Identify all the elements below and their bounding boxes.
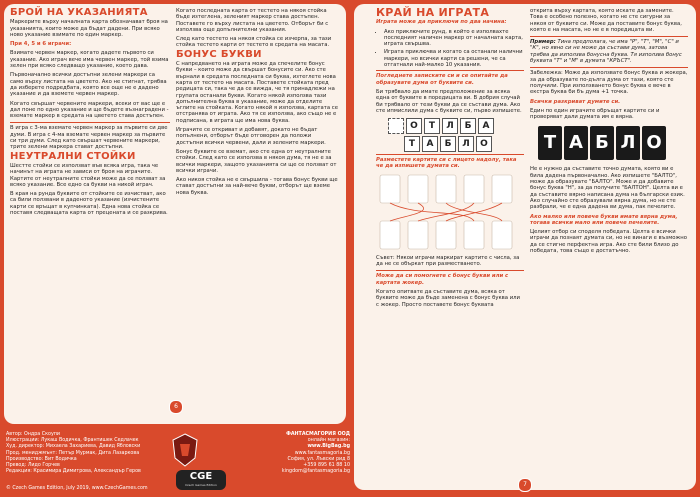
credit-line: Автор: Ондра Скоупи [6,432,61,437]
cge-logo-sub: Czech Games Edition [185,483,217,487]
subheading: Всички разкриват думите си. [530,98,621,105]
letter-tile [388,118,404,134]
letter-tile: Т [424,118,440,134]
left-panel [4,4,346,424]
heading-bonus: БОНУС БУКВИ [176,48,262,60]
end-conditions-list [376,29,524,69]
right-page [350,0,700,497]
paragraph: Би трябвало да имате предположение за всяка една от буквите в поредицата ви. В добрия случай би трябвало от тези букви да се състави дума. Ако сте ипмислили дума с буквите си, първо изпишете. [376,88,522,114]
paragraph: Съвет: Някои играчи маркират картите с числа, за да не се объркат при разместването. [376,254,520,268]
paragraph: Един по един играчите обръщат картите си и проверяват дали думата им е вярна. [530,107,660,121]
list-item: • Ако приключите рунд, в който е изполвахте последният наличен маркер от началната карта, играта свършва. [384,29,524,48]
card-swap-diagram [376,173,524,253]
page-number: 7 [518,478,532,492]
right-panel [354,4,696,490]
credit-line: Прод. мениджмънт: Петър Мурмак, Дита Лазаркова [6,450,140,456]
credit-line: Илюстрации: Лукаш Водичка, Франтишек Седлачек [6,438,139,444]
paragraph: След като тестето на някоя стойка се изчерпа, за тази стойка тестето карти от тестето в средата на масата. [176,36,332,49]
paragraph: Шестте стойки се използват във всяка игра, така че начинът на играта не зависи от броя на играчите. Картите от неутралните стойки може да се ползват за всяко указание. Все едно са букви на никой играч. [10,162,166,188]
tablo-cards [538,126,688,160]
heading-end: КРАЙ НА ИГРАТА [376,6,490,19]
credit-line: Худ. директор: Михаела Захариева, Давид Ябловски [6,444,141,450]
page-number: 6 [169,400,183,414]
subheading: Може да си помогнете с бонус букви или с картата жокер. [376,273,509,286]
letter-card: А [564,126,588,160]
letter-card: Л [616,126,640,160]
subheading: Погледнете записките си и се опитайте да образувате дума от буквите си. [376,73,508,86]
letter-tile: Т [404,136,420,152]
knight-emblem-icon [170,432,200,468]
letter-card: О [642,126,666,160]
paragraph: В игра с 3-ма вземате червен маркер за първите си две думи. В игра с 4-ма вземате червен маркер за първите си три думи. След като свършат червените маркери, трите зелени маркера стават достъпни. [10,125,168,151]
paragraph: Когато последната карта от тестето на някоя стойка бъде изтеглена, зеленият маркер става достъпен. Поставете го върху листата на цветето. Отборът би с използва още допълнителни указания. [176,8,329,33]
site-link[interactable]: www.fantasmagoria.bg [294,450,350,456]
heading-clues: БРОЙ НА УКАЗАНИЯТА [10,7,148,18]
paragraph: Забележка: Може да използвате бонус буква и жокера, за да образувате по-дълга дума от тази, която сте получили. При използването бонус буква е вече в екстра буква би бъ дума +1 точка. [530,70,688,96]
paragraph: Когато свършат червените маркери, всеки от вас ще е дал поне по едно указание и ще бъдете възнаградени - вземате маркер в средата на цветето става достъпен. [10,100,169,120]
subheading: Ако малко или повече букви имате вярна дума, тогава всички мало или повече печелите. [530,213,678,226]
paragraph: Първоначално всички достъпни зелени маркери са само върху листата на цветето. Ако не стигнат, трябва да изберете подредбата, която все още не е дадено указание и да вземете червен маркер. [10,72,167,98]
right-col1 [376,8,524,311]
letter-tile: О [406,118,422,134]
letter-tile: Б [440,136,456,152]
divider [10,122,170,123]
paragraph: Ако никоя стойка не е свършила - тогава бонус букви ще стават достъпни за най-вече букви, отборът ще вземе нова буква. [176,177,338,196]
address: София, ул. Лъвски рид 8 [287,456,350,462]
cge-logo [176,470,226,490]
paragraph: С напредването на играта може да спечелите бонус букви – които може да свършат бонусите си. Ако сте върнали в средата последната си буква, изтеглете нова карта от тестето на масата. Поставете стойката пред редицата си, така че да се вижда, че тя принадлежи на групата останали букви. Когато някой използва тази допълнителна буква в указание, може да отделите ъглите на стойката. Когато някой я използва, картата се отстранява от играта. Ако тя се използва, ако също не е подписана, в играта ще има нова буква. [176,61,338,124]
word-row-2 [404,136,524,152]
paragraph: открита върху картата, която искате да замените. Това е особено полезно, когато не сте сигурни за някоя от буквите си. Може да поставите бонус буква, която е на масата, но не е в поредицата ви. [530,8,682,33]
paragraph: Играчите се откриват и добавят, докато не бъдат попълнени, отборът бъде отговорен да положи достъпни всички червени, дали и зелените маркери. [176,127,326,146]
phone: +359 895 61 88 10 [303,463,350,469]
publisher-name: ФАНТАСМАГОРИЯ ООД [286,432,350,437]
credit-line: Производство: Вит Водичка [6,456,77,462]
divider [376,154,524,155]
example-label: Пример: [530,39,556,46]
word-example [388,118,524,152]
left-col2 [176,8,338,199]
letter-tile: А [422,136,438,152]
paragraph: Когато опитвате да съставите дума, всяка от буквите може да бъде заменена с бонус буква или с жокер. Просто поставете бонус буквата [376,288,521,308]
paragraph: Не е нужно да съставите точно думата, която ви е била дадена първоначално. Ако изпишете "БАЛТО", може да образувате "БАЛТО". Може и да добавите бонус буква "Н", за да получите "БАЛТОН". Целта ви е да съставите вярно написана дума на български език. Ако случайно сте образували вярна дума, но не сте разбрали, че е една дадена ви дума, пак печелите. [530,166,685,211]
credit-line: Превод: Лидо Горчев [6,463,60,469]
divider [376,270,524,271]
online-label: онлайн магазин: [307,438,350,444]
subheading: Играта може да приключи по два начина: [376,19,507,26]
paragraph: Взимате червен маркер, когато дадете първото си указание. Ако играч вече има червен маркер, той взима зелен при всяко следващо указание, което дава. [10,50,169,70]
subheading: Разместете картите си с лицето надолу, така че да изпишете думата си. [376,157,517,170]
paragraph: В края на рунда буквите от стойките се изчистват, ако са били ползвани в даденото указание (изчистените карти се връщат в купчинката). Една нова стойка се поставя следващата карта от прецената и се разкрива. [10,191,168,217]
right-col2 [530,8,688,257]
letter-tile: О [476,136,492,152]
divider [530,67,688,68]
paragraph: Маркерите върху началната карта обозначават броя на указанията, които може да бъдат дадени. При всяко ново указание взимате по един маркер. [10,19,168,38]
copyright: © Czech Games Edition, July 2019, www.CzechGames.com [6,486,148,491]
divider [530,36,688,37]
credit-line: Редакция: Красимира Димитрова, Александър Геров [6,469,141,475]
left-col1 [10,8,170,219]
cge-logo-text: CGE [189,471,213,482]
paragraph: Бонус буквите се вземат, ако сте една от неутралните стойки. След като се използва в някоя дума, тя не е за всички маркери, защото указанията си ще се ползват от всички играчи. [176,148,337,174]
letter-card: Б [590,126,614,160]
example-text: Тина предполага, че има "Р", "Т", "М", "С" и "К", но явно си не може да състави дума, затова трябва да използва бонусна буква. Тя използва бонус буквата "Т" и "М" в думата "КРЪСТ". [530,39,682,65]
word-row-1 [388,118,524,134]
subheading: При 4, 5 и 6 играчи: [10,41,72,48]
divider [376,70,524,71]
list-item: • Играта приключва и когато са останали налични маркери, но всички карти са решени, че са отгатнали най-малко 10 указания. [384,49,524,68]
letter-card: Т [538,126,562,160]
letter-tile: Л [458,136,474,152]
paragraph: Целият отбор си споделя победата. Целта е всички играчи да познаят думата си, но не винаги е възможно да се стигне перфектна игра. Ако сте били близо до победата, това също е достатъчно. [530,229,687,255]
publisher-info [232,432,350,475]
letter-tile: А [478,118,494,134]
email-link[interactable]: kingdom@fantasmagoria.bg [281,469,350,475]
letter-tile: Л [442,118,458,134]
bigbag-link[interactable]: www.BigBag.bg [307,444,350,450]
letter-tile: Б [460,118,476,134]
credits [6,432,166,475]
heading-neutral: НЕУТРАЛНИ СТОЙКИ [10,150,136,162]
